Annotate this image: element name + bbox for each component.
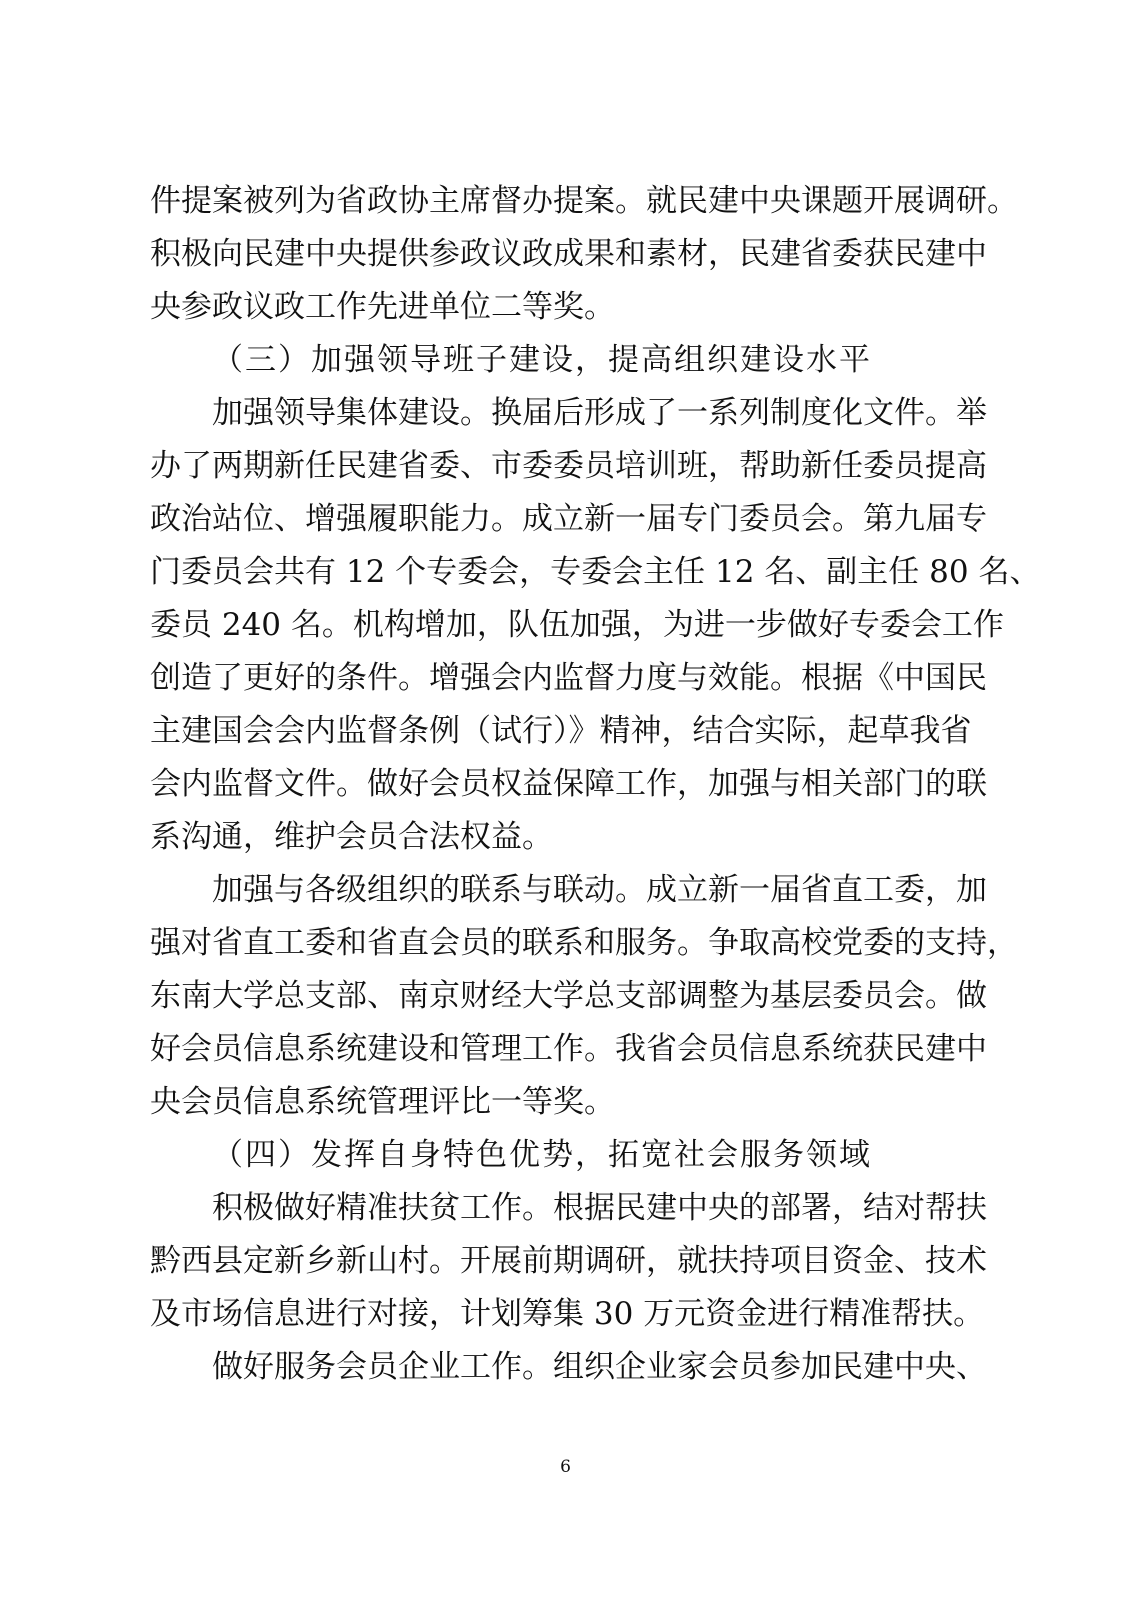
text-line: 系沟通，维护会员合法权益。 <box>150 819 553 855</box>
text-line: 办了两期新任民建省委、市委委员培训班，帮助新任委员提高 <box>150 448 987 484</box>
text-line: 及市场信息进行对接，计划筹集 30 万元资金进行精准帮扶。 <box>150 1296 985 1332</box>
section-heading: （四）发挥自身特色优势，拓宽社会服务领域 <box>212 1137 872 1173</box>
text-line: 主建国会会内监督条例（试行）》精神，结合实际，起草我省 <box>150 713 972 749</box>
text-line: 黔西县定新乡新山村。开展前期调研，就扶持项目资金、技术 <box>150 1243 987 1279</box>
page-number: 6 <box>560 1457 571 1477</box>
text-line: 东南大学总支部、南京财经大学总支部调整为基层委员会。做 <box>150 978 987 1014</box>
section-heading: （三）加强领导班子建设，提高组织建设水平 <box>212 342 872 378</box>
text-line: 积极向民建中央提供参政议政成果和素材，民建省委获民建中 <box>150 236 987 272</box>
text-line: 委员 240 名。机构增加，队伍加强，为进一步做好专委会工作 <box>150 607 1004 643</box>
text-line: 加强与各级组织的联系与联动。成立新一届省直工委，加 <box>212 872 987 908</box>
text-line: 央参政议政工作先进单位二等奖。 <box>150 289 615 325</box>
text-line: 强对省直工委和省直会员的联系和服务。争取高校党委的支持， <box>150 925 1018 961</box>
text-line: 政治站位、增强履职能力。成立新一届专门委员会。第九届专 <box>150 501 987 537</box>
text-line: 加强领导集体建设。换届后形成了一系列制度化文件。举 <box>212 395 987 431</box>
text-line: 央会员信息系统管理评比一等奖。 <box>150 1084 615 1120</box>
text-line: 好会员信息系统建设和管理工作。我省会员信息系统获民建中 <box>150 1031 987 1067</box>
text-line: 件提案被列为省政协主席督办提案。就民建中央课题开展调研。 <box>150 183 1018 219</box>
text-line: 会内监督文件。做好会员权益保障工作，加强与相关部门的联 <box>150 766 987 802</box>
text-line: 积极做好精准扶贫工作。根据民建中央的部署，结对帮扶 <box>212 1190 987 1226</box>
text-line: 做好服务会员企业工作。组织企业家会员参加民建中央、 <box>212 1349 987 1385</box>
text-line: 门委员会共有 12 个专委会，专委会主任 12 名、副主任 80 名、 <box>150 554 1041 590</box>
text-line: 创造了更好的条件。增强会内监督力度与效能。根据《中国民 <box>150 660 987 696</box>
